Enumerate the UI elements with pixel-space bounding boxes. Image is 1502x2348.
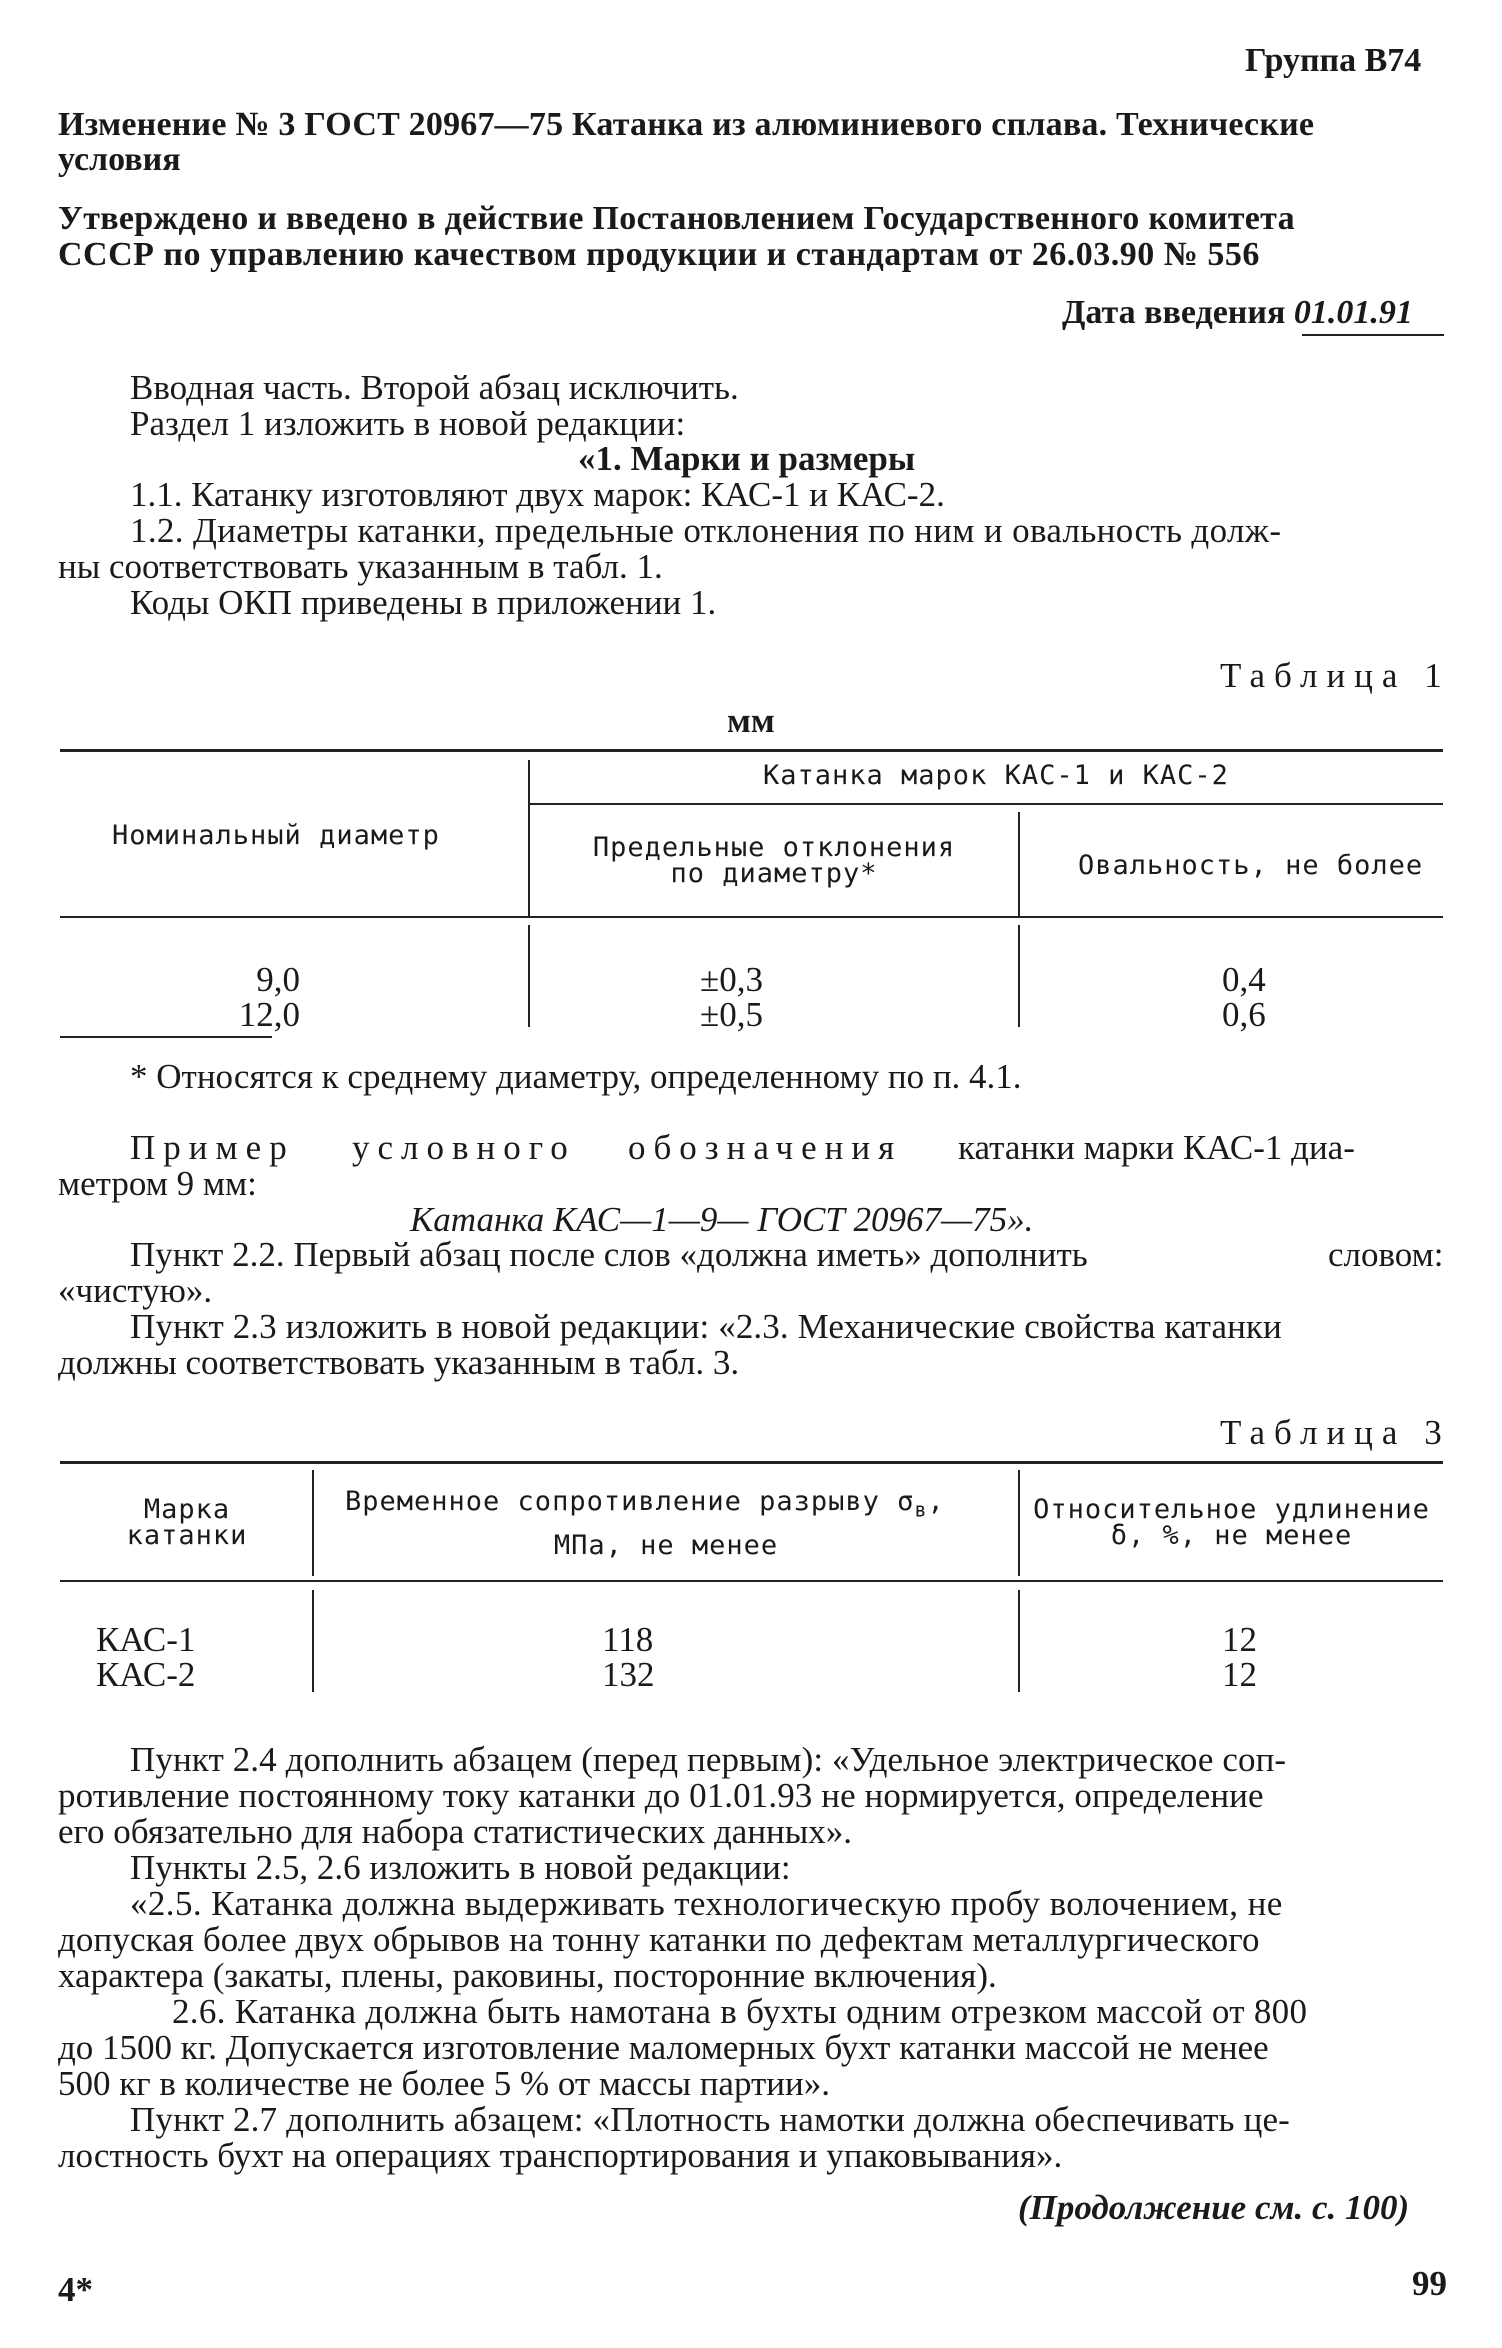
table3-vline-2b — [1018, 1590, 1020, 1692]
clause-2-3-line1: Пункт 2.3 изложить в новой редакции: «2.3. Механические свойства катанки — [130, 1307, 1282, 1346]
section-title: «1. Марки и размеры — [578, 439, 916, 478]
table3-col2-header-comma: , — [927, 1486, 945, 1517]
effective-date-label: Дата введения — [1062, 294, 1286, 331]
table3-col1-header-line2: катанки — [126, 1520, 248, 1551]
intro-p4-line2: ны соответствовать указанным в табл. 1. — [58, 547, 663, 586]
amendment-title-line2: условия — [58, 141, 181, 178]
example-lead-rest: катанки марки КАС-1 диа- — [958, 1128, 1355, 1167]
table3-col3-header-line2: δ, %, не менее — [1110, 1520, 1353, 1551]
effective-date — [1062, 296, 1413, 330]
table1-col3-header: Овальность, не более — [1078, 850, 1424, 881]
table3-vline-1b — [312, 1590, 314, 1692]
table1-group-rule — [528, 803, 1443, 805]
table3-col1-header-line1: Марка — [143, 1494, 231, 1525]
table3-col3-header-line1: Относительное удлинение — [1033, 1494, 1430, 1525]
clause-2-5-line2: допуская более двух обрывов на тонну катанки по дефектам металлургического — [58, 1920, 1260, 1959]
table3-cell-grade: КАС-2 — [96, 1655, 196, 1694]
table1-footnote: * Относятся к среднему диаметру, определенному по п. 4.1. — [130, 1057, 1022, 1096]
clause-2-2-line2: «чистую». — [58, 1271, 213, 1310]
clause-2-7-line1: Пункт 2.7 дополнить абзацем: «Плотность намотки должна обеспечивать це- — [130, 2100, 1290, 2139]
continuation-note: (Продолжение см. с. 100) — [1018, 2188, 1410, 2227]
intro-p2: Раздел 1 изложить в новой редакции: — [130, 404, 686, 443]
example-lead-word2: условного — [352, 1128, 576, 1167]
table1-cell-diameter: 12,0 — [238, 995, 300, 1034]
table3-cell-strength: 118 — [602, 1620, 654, 1659]
table1-group-header: Катанка марок КАС-1 и КАС-2 — [763, 760, 1229, 791]
example-line2: метром 9 мм: — [58, 1164, 257, 1203]
table3-col2-header-line1 — [345, 1486, 945, 1522]
approval-line2: СССР по управлению качеством продукции и стандартам от 26.03.90 № 556 — [58, 236, 1260, 273]
intro-p1: Вводная часть. Второй абзац исключить. — [130, 368, 739, 407]
intro-p4-line1: 1.2. Диаметры катанки, предельные отклонения по ним и овальность долж- — [130, 511, 1282, 550]
intro-p5: Коды ОКП приведены в приложении 1. — [130, 583, 717, 622]
clause-2-4-line1: Пункт 2.4 дополнить абзацем (перед первым): «Удельное электрическое соп- — [130, 1740, 1287, 1779]
clause-2-4-line3: его обязательно для набора статистических данных». — [58, 1812, 853, 1851]
table3-top-rule — [60, 1461, 1443, 1464]
table3-cell-grade: КАС-1 — [96, 1620, 196, 1659]
table1-vline-1b — [528, 925, 530, 1027]
table1-caption: Таблица 1 — [1220, 656, 1451, 695]
clause-2-5-lead: Пункты 2.5, 2.6 изложить в новой редакции: — [130, 1848, 791, 1887]
table3-vline-1 — [312, 1470, 314, 1576]
table3-col2-header-sub: в — [914, 1497, 928, 1522]
approval-line1: Утверждено и введено в действие Постановлением Государственного комитета — [58, 200, 1295, 237]
clause-2-5-line1: «2.5. Катанка должна выдерживать технологическую пробу волочением, не — [130, 1884, 1283, 1923]
group-code: Группа В74 — [1245, 42, 1422, 79]
effective-date-value: 01.01.91 — [1293, 294, 1413, 331]
table3-cell-elongation: 12 — [1222, 1620, 1257, 1659]
table1-cell-diameter: 9,0 — [256, 960, 300, 999]
table1-cell-ovality: 0,4 — [1222, 960, 1266, 999]
example-lead-word3: обозначения — [628, 1128, 903, 1167]
example-lead-word1: Пример — [130, 1128, 295, 1167]
clause-2-6-line3: 500 кг в количестве не более 5 % от массы партии». — [58, 2064, 831, 2103]
clause-2-2-line1: Пункт 2.2. Первый абзац после слов «должна иметь» дополнить — [130, 1235, 1088, 1274]
clause-2-5-line3: характера (закаты, плены, раковины, посторонние включения). — [58, 1956, 997, 1995]
clause-2-2-word: словом: — [1328, 1235, 1444, 1274]
table1-cell-deviation: ±0,5 — [700, 995, 763, 1034]
table3-caption: Таблица 3 — [1220, 1413, 1451, 1452]
table1-col2-header-line2: по диаметру* — [670, 858, 878, 889]
table3-col2-header-text: Временное сопротивление разрыву σ — [345, 1486, 915, 1517]
table3-header-rule — [60, 1580, 1443, 1582]
date-underline — [1302, 334, 1444, 336]
table1-header-rule — [60, 916, 1443, 918]
table3-col2-header-line2: МПа, не менее — [553, 1530, 779, 1561]
clause-2-7-line2: лостность бухт на операциях транспортирования и упаковывания». — [58, 2136, 1063, 2175]
clause-2-3-line2: должны соответствовать указанным в табл. 3. — [58, 1343, 740, 1382]
page-number: 99 — [1412, 2264, 1447, 2303]
signature-mark: 4* — [58, 2270, 93, 2309]
table3-cell-strength: 132 — [602, 1655, 655, 1694]
amendment-title-line1: Изменение № 3 ГОСТ 20967—75 Катанка из алюминиевого сплава. Технические — [58, 106, 1315, 143]
example-designation: Катанка КАС—1—9— ГОСТ 20967—75». — [410, 1200, 1034, 1239]
table1-vline-2b — [1018, 925, 1020, 1027]
intro-p3: 1.1. Катанку изготовляют двух марок: КАС-1 и КАС-2. — [130, 475, 945, 514]
table1-col1-header: Номинальный диаметр — [112, 820, 440, 851]
table1-unit: мм — [727, 701, 775, 740]
table3-cell-elongation: 12 — [1222, 1655, 1257, 1694]
table1-col2-header-line1: Предельные отклонения — [592, 832, 956, 863]
table1-bottom-rule — [60, 1036, 272, 1038]
table1-cell-deviation: ±0,3 — [700, 960, 763, 999]
table1-cell-ovality: 0,6 — [1222, 995, 1266, 1034]
table1-top-rule — [60, 749, 1443, 752]
table1-vline-2 — [1018, 812, 1020, 916]
clause-2-6-line2: до 1500 кг. Допускается изготовление маломерных бухт катанки массой не менее — [58, 2028, 1269, 2067]
clause-2-6-line1: 2.6. Катанка должна быть намотана в бухты одним отрезком массой от 800 — [172, 1992, 1308, 2031]
clause-2-4-line2: ротивление постоянному току катанки до 01.01.93 не нормируется, определение — [58, 1776, 1264, 1815]
